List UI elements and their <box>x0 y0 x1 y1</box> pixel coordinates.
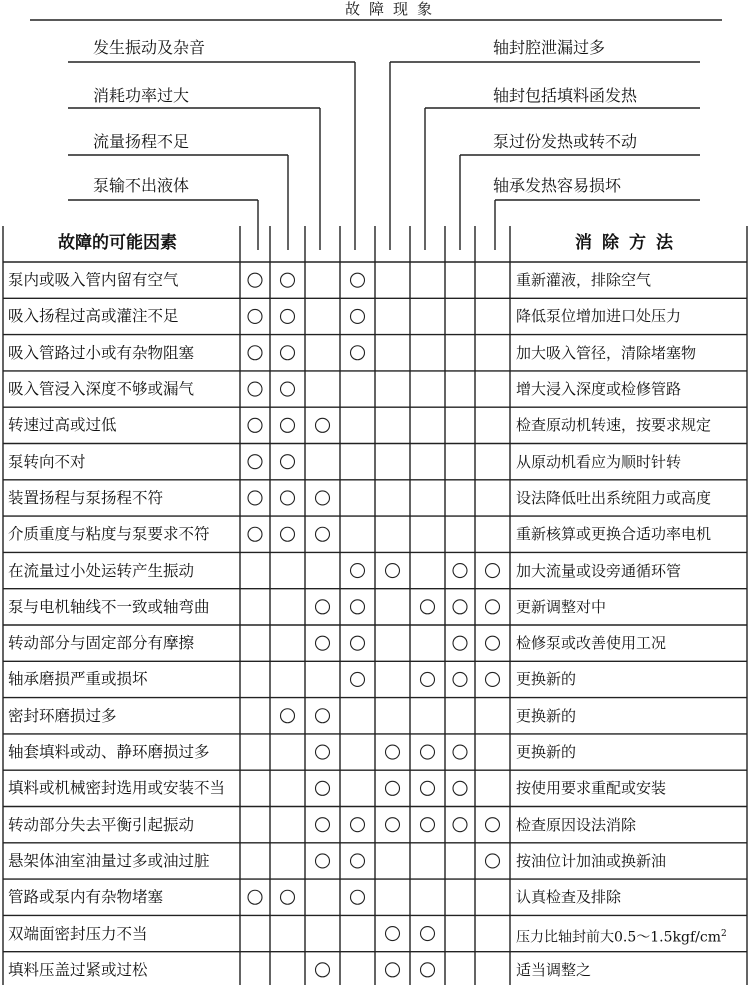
symptom-mark-circle <box>316 491 330 505</box>
symptom-mark-circle <box>316 963 330 977</box>
method-text: 认真检查及排除 <box>516 888 622 907</box>
symptom-mark-circle <box>453 672 467 686</box>
method-cell <box>516 271 651 289</box>
method-cell <box>516 816 636 834</box>
cause-cell: 管路或泵内有杂物堵塞 <box>8 888 164 907</box>
method-text: 降低泵位增加进口处压力 <box>516 307 682 326</box>
method-text: 按使用要求重配或安装 <box>516 779 667 798</box>
symptom-mark-circle <box>281 273 295 287</box>
method-text: 更新调整对中 <box>516 597 607 616</box>
method-cell <box>516 525 711 543</box>
method-cell <box>516 489 711 507</box>
cause-cell: 轴套填料或动、静环磨损过多 <box>8 743 210 762</box>
method-cell <box>516 852 666 870</box>
symptom-mark-circle <box>386 781 400 795</box>
cause-cell: 填料或机械密封选用或安装不当 <box>8 779 226 798</box>
symptom-mark-circle <box>351 346 365 360</box>
method-cell <box>516 707 576 725</box>
cause-cell: 转速过高或过低 <box>8 416 117 435</box>
symptom-mark-circle <box>351 309 365 323</box>
symptom-vibration-noise: 发生振动及杂音 <box>93 38 206 57</box>
symptom-mark-circle <box>386 927 400 941</box>
column-header-cause: 故障的可能因素 <box>58 233 177 253</box>
cause-cell: 泵转向不对 <box>8 452 86 471</box>
method-text: 检修泵或改善使用工况 <box>516 634 667 653</box>
method-cell <box>516 344 696 362</box>
method-text: 重新核算或更换合适功率电机 <box>516 525 712 544</box>
symptom-mark-circle <box>281 309 295 323</box>
symptom-mark-circle <box>421 672 435 686</box>
method-cell <box>516 453 681 471</box>
symptom-mark-circle <box>248 455 262 469</box>
symptom-mark-circle <box>248 527 262 541</box>
cause-cell: 泵内或吸入管内留有空气 <box>8 271 179 290</box>
symptom-mark-circle <box>281 382 295 396</box>
symptom-seal-leakage: 轴封腔泄漏过多 <box>493 38 606 57</box>
cause-cell: 转动部分失去平衡引起振动 <box>8 815 195 834</box>
cause-cell: 介质重度与粘度与泵要求不符 <box>8 525 210 544</box>
symptom-mark-circle <box>281 418 295 432</box>
method-cell <box>516 961 591 979</box>
method-text: 增大浸入深度或检修管路 <box>516 380 682 399</box>
symptom-mark-circle <box>248 491 262 505</box>
symptom-mark-circle <box>281 346 295 360</box>
cause-cell: 填料压盖过紧或过松 <box>8 960 148 979</box>
method-cell <box>516 416 711 434</box>
symptom-mark-circle <box>351 854 365 868</box>
symptom-mark-circle <box>386 818 400 832</box>
symptom-mark-circle <box>351 890 365 904</box>
symptom-mark-circle <box>453 818 467 832</box>
symptom-mark-circle <box>316 636 330 650</box>
symptom-mark-circle <box>281 527 295 541</box>
symptom-mark-circle <box>421 927 435 941</box>
method-text: 更换新的 <box>516 743 577 762</box>
symptom-mark-circle <box>453 600 467 614</box>
method-cell <box>516 888 621 906</box>
symptom-mark-circle <box>248 418 262 432</box>
symptom-mark-circle <box>386 745 400 759</box>
method-text: 检查原动机转速，按要求规定 <box>516 416 712 435</box>
symptom-mark-circle <box>316 818 330 832</box>
symptom-mark-circle <box>351 672 365 686</box>
method-cell <box>516 598 606 616</box>
symptom-mark-circle <box>316 418 330 432</box>
method-cell <box>516 634 666 652</box>
method-cell <box>516 307 681 325</box>
symptom-mark-circle <box>351 600 365 614</box>
symptom-mark-circle <box>316 600 330 614</box>
symptom-mark-circle <box>486 854 500 868</box>
symptom-mark-circle <box>351 273 365 287</box>
symptom-mark-circle <box>386 564 400 578</box>
symptom-mark-circle <box>453 564 467 578</box>
method-cell <box>516 670 576 688</box>
method-text: 压力比轴封前大0.5～1.5kgf/cm <box>516 929 721 946</box>
cause-cell: 轴承磨损严重或损坏 <box>8 670 148 689</box>
method-text: 更换新的 <box>516 706 577 725</box>
method-superscript: 2 <box>721 928 727 939</box>
cause-cell: 吸入管浸入深度不够或漏气 <box>8 380 195 399</box>
symptom-mark-circle <box>316 854 330 868</box>
cause-cell: 吸入扬程过高或灌注不足 <box>8 307 179 326</box>
symptom-mark-circle <box>386 963 400 977</box>
cause-cell: 悬架体油室油量过多或油过脏 <box>8 851 210 870</box>
symptom-mark-circle <box>421 818 435 832</box>
symptom-mark-circle <box>351 818 365 832</box>
symptom-mark-circle <box>486 600 500 614</box>
symptom-mark-circle <box>281 491 295 505</box>
column-header-method: 消除方法 <box>575 233 683 253</box>
symptom-mark-circle <box>281 455 295 469</box>
symptom-mark-circle <box>453 781 467 795</box>
symptom-mark-circle <box>421 745 435 759</box>
symptom-mark-circle <box>316 745 330 759</box>
symptom-mark-circle <box>486 636 500 650</box>
method-text: 设法降低吐出系统阻力或高度 <box>516 488 712 507</box>
symptom-mark-circle <box>421 781 435 795</box>
method-cell <box>516 743 576 761</box>
cause-cell: 在流量过小处运转产生振动 <box>8 561 195 580</box>
cause-cell: 转动部分与固定部分有摩擦 <box>8 634 195 653</box>
cause-cell: 吸入管路过小或有杂物阻塞 <box>8 343 195 362</box>
method-text: 更换新的 <box>516 670 577 689</box>
method-text: 检查原因设法消除 <box>516 815 637 834</box>
method-text: 按油位计加油或换新油 <box>516 851 667 870</box>
symptom-mark-circle <box>486 818 500 832</box>
method-text: 加大吸入管径，清除堵塞物 <box>516 343 697 362</box>
symptom-mark-circle <box>248 890 262 904</box>
symptom-mark-circle <box>248 309 262 323</box>
symptom-mark-circle <box>248 346 262 360</box>
symptom-mark-circle <box>351 564 365 578</box>
method-text: 适当调整之 <box>516 960 592 979</box>
symptom-mark-circle <box>316 709 330 723</box>
symptom-mark-circle <box>486 564 500 578</box>
cause-cell: 泵与电机轴线不一致或轴弯曲 <box>8 597 210 616</box>
cause-cell: 装置扬程与泵扬程不符 <box>8 488 164 507</box>
cause-cell: 双端面密封压力不当 <box>8 924 148 943</box>
method-text: 从原动机看应为顺时针转 <box>516 452 682 471</box>
symptom-mark-circle <box>248 382 262 396</box>
symptom-pump-overheat: 泵过份发热或转不动 <box>493 132 638 151</box>
symptom-excess-power: 消耗功率过大 <box>93 86 190 105</box>
symptom-mark-circle <box>281 709 295 723</box>
symptoms-title: 故障现象 <box>345 0 442 18</box>
cause-cell: 密封环磨损过多 <box>8 706 117 725</box>
symptom-low-flow-head: 流量扬程不足 <box>93 132 190 151</box>
symptom-mark-circle <box>486 672 500 686</box>
method-cell <box>516 925 727 947</box>
method-cell <box>516 779 666 797</box>
symptom-mark-circle <box>281 890 295 904</box>
method-cell <box>516 562 681 580</box>
symptom-mark-circle <box>453 745 467 759</box>
symptom-mark-circle <box>316 781 330 795</box>
method-text: 重新灌液，排除空气 <box>516 271 652 290</box>
symptom-mark-circle <box>248 273 262 287</box>
symptom-mark-circle <box>351 636 365 650</box>
symptom-bearing-hot: 轴承发热容易损坏 <box>493 176 622 195</box>
method-text: 加大流量或设旁通循环管 <box>516 561 682 580</box>
symptom-mark-circle <box>316 527 330 541</box>
symptom-no-delivery: 泵输不出液体 <box>93 176 190 195</box>
symptom-mark-circle <box>421 600 435 614</box>
symptom-stuffing-box-hot: 轴封包括填料函发热 <box>493 86 638 105</box>
symptom-mark-circle <box>421 963 435 977</box>
symptom-mark-circle <box>453 636 467 650</box>
method-cell <box>516 380 681 398</box>
